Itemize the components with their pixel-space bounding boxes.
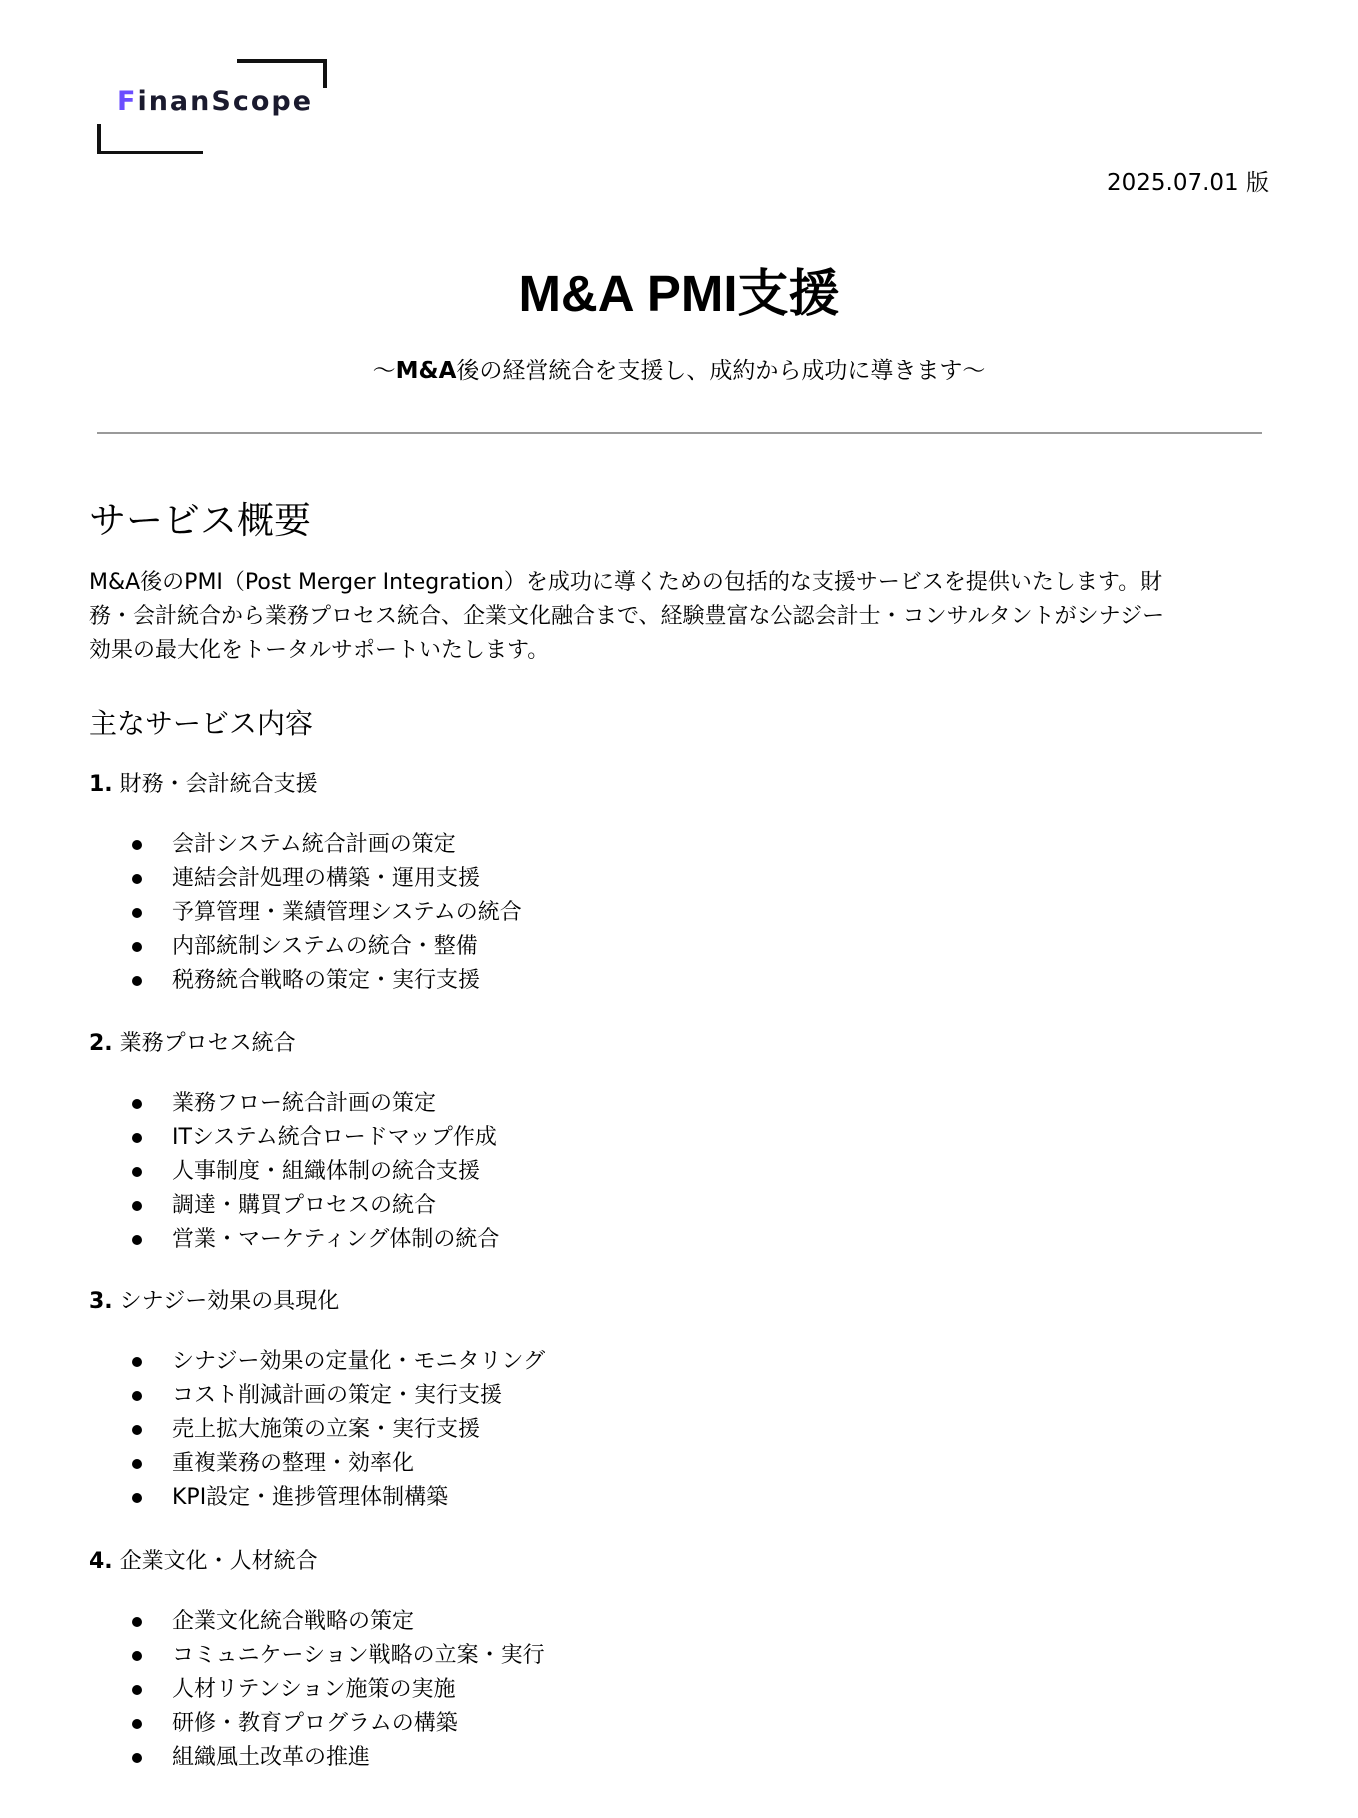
service-section: 3. シナジー効果の具現化 シナジー効果の定量化・モニタリング コスト削減計画の策定・実行支援 売上拡大施策の立案・実行支援 重複業務の整理・効率化 KPI設定・進捗管理体制構築 <box>89 1285 989 1319</box>
bullet-icon <box>132 1651 142 1661</box>
section-heading: 1. 財務・会計統合支援 <box>89 772 318 797</box>
bullet-icon <box>132 1493 142 1503</box>
bullet-icon <box>132 840 142 850</box>
bullet-icon <box>132 908 142 918</box>
bullet-icon <box>132 1391 142 1401</box>
bullet-icon <box>132 976 142 986</box>
version-date: 2025.07.01 版 <box>1107 170 1269 196</box>
bullet-icon <box>132 1357 142 1367</box>
logo <box>97 58 327 154</box>
section-heading: 2. 業務プロセス統合 <box>89 1031 296 1056</box>
overview-paragraph <box>89 566 1269 668</box>
bullet-icon <box>132 1133 142 1143</box>
overview-line: 効果の最大化をトータルサポートいたします。 <box>89 638 550 663</box>
bullet-icon <box>132 1719 142 1729</box>
bullet-icon <box>132 1099 142 1109</box>
divider <box>97 432 1262 434</box>
services-heading: 主なサービス内容 <box>89 707 314 740</box>
bullet-icon <box>132 942 142 952</box>
bullet-icon <box>132 1425 142 1435</box>
bullet-icon <box>132 1617 142 1627</box>
bullet-icon <box>132 1753 142 1763</box>
service-section: 2. 業務プロセス統合 業務フロー統合計画の策定 ITシステム統合ロードマップ作成 人事制度・組織体制の統合支援 調達・購買プロセスの統合 営業・マーケティング体制の統合 <box>89 1027 989 1061</box>
service-section: 4. 企業文化・人材統合 企業文化統合戦略の策定 コミュニケーション戦略の立案・実行 人材リテンション施策の実施 研修・教育プログラムの構築 組織風土改革の推進 <box>89 1545 989 1579</box>
page-title: M&A PMI支援 <box>518 265 840 322</box>
service-section: 1. 財務・会計統合支援 会計システム統合計画の策定 連結会計処理の構築・運用支援 予算管理・業績管理システムの統合 内部統制システムの統合・整備 税務統合戦略の策定・実行支援 <box>89 768 989 802</box>
bullet-icon <box>132 1459 142 1469</box>
bullet-icon <box>132 1235 142 1245</box>
bullet-icon <box>132 1685 142 1695</box>
bullet-icon <box>132 1201 142 1211</box>
section-heading: 3. シナジー効果の具現化 <box>89 1289 340 1314</box>
section-heading: 4. 企業文化・人材統合 <box>89 1549 318 1574</box>
bullet-icon <box>132 874 142 884</box>
page-subtitle: 〜M&A後の経営統合を支援し、成約から成功に導きます〜 <box>372 358 986 384</box>
overview-line: M&A後のPMI（Post Merger Integration）を成功に導くための包括的な支援サービスを提供いたします。財 <box>89 570 1163 595</box>
overview-line: 務・会計統合から業務プロセス統合、企業文化融合まで、経験豊富な公認会計士・コンサルタントがシナジー <box>89 604 1165 629</box>
logo-text: FinanScope <box>117 86 314 117</box>
bullet-icon <box>132 1167 142 1177</box>
overview-heading: サービス概要 <box>89 499 311 542</box>
